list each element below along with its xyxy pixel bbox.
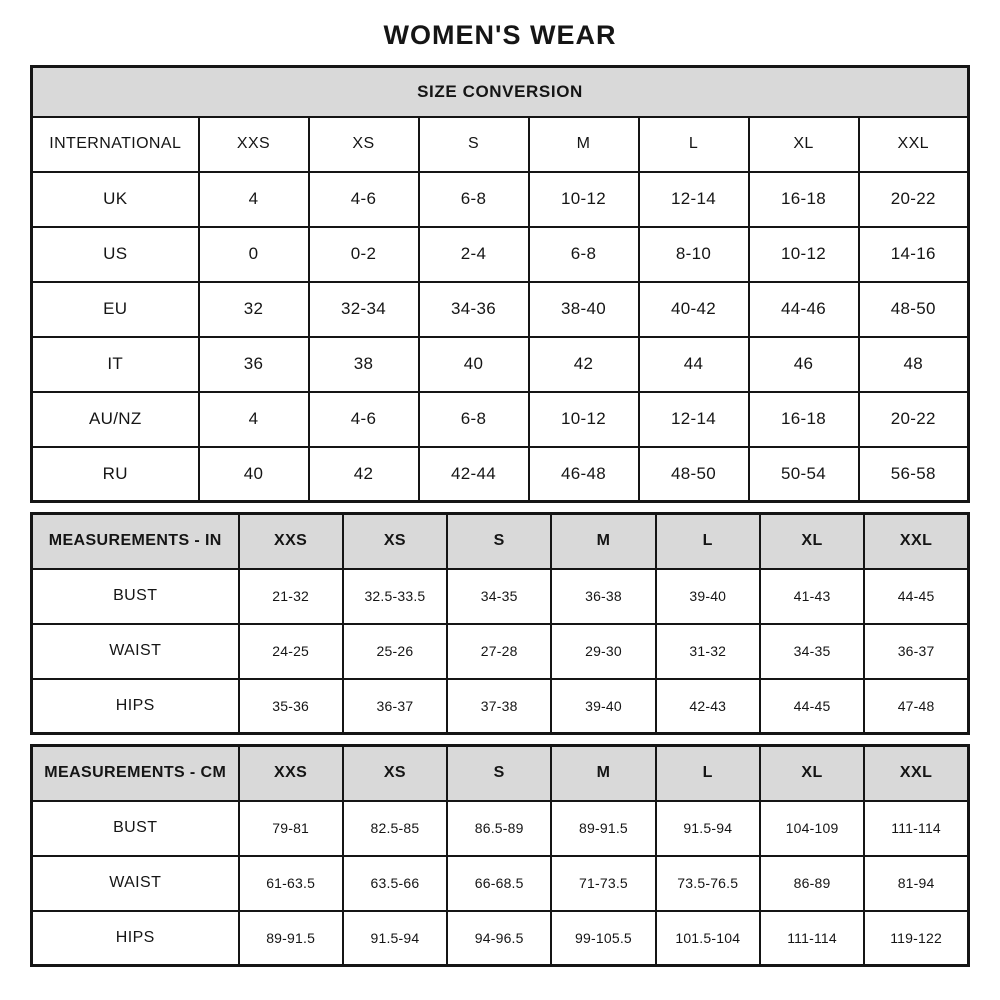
table-cell: 42 xyxy=(529,337,639,392)
column-header-xxl: XXL xyxy=(859,117,969,172)
table-cell: 24-25 xyxy=(239,624,343,679)
measurements-cm-title: MEASUREMENTS - CM xyxy=(32,746,239,801)
table-cell: 44-45 xyxy=(864,569,968,624)
table-cell: 37-38 xyxy=(447,679,551,734)
table-cell: 32.5-33.5 xyxy=(343,569,447,624)
table-cell: 35-36 xyxy=(239,679,343,734)
table-cell: 56-58 xyxy=(859,447,969,502)
table-cell: 20-22 xyxy=(859,172,969,227)
table-cell: 86-89 xyxy=(760,856,864,911)
page-title: WOMEN'S WEAR xyxy=(383,20,617,50)
table-row-bust-cm xyxy=(32,801,969,856)
table-cell: 6-8 xyxy=(419,172,529,227)
table-row-bust-in xyxy=(32,569,969,624)
column-header-l: L xyxy=(656,746,760,801)
table-row-uk xyxy=(32,172,969,227)
table-cell: 36-38 xyxy=(551,569,655,624)
row-label: UK xyxy=(32,172,199,227)
measurements-in-table xyxy=(30,512,970,735)
table-cell: 48-50 xyxy=(859,282,969,337)
column-header-xxs: XXS xyxy=(239,514,343,569)
table-cell: 101.5-104 xyxy=(656,911,760,966)
table-cell: 12-14 xyxy=(639,392,749,447)
table-row-ru xyxy=(32,447,969,502)
column-header-l: L xyxy=(639,117,749,172)
table-cell: 36 xyxy=(199,337,309,392)
table-cell: 79-81 xyxy=(239,801,343,856)
column-header-xxl: XXL xyxy=(864,746,968,801)
table-cell: 34-36 xyxy=(419,282,529,337)
table-cell: 34-35 xyxy=(447,569,551,624)
table-cell: 42-43 xyxy=(656,679,760,734)
table-cell: 12-14 xyxy=(639,172,749,227)
table-cell: 32 xyxy=(199,282,309,337)
table-cell: 4 xyxy=(199,172,309,227)
column-header-xxs: XXS xyxy=(239,746,343,801)
table-cell: 4 xyxy=(199,392,309,447)
table-row-it xyxy=(32,337,969,392)
table-cell: 2-4 xyxy=(419,227,529,282)
column-header-xl: XL xyxy=(760,746,864,801)
table-row-aunz xyxy=(32,392,969,447)
table-cell: 91.5-94 xyxy=(656,801,760,856)
table-cell: 104-109 xyxy=(760,801,864,856)
table-cell: 25-26 xyxy=(343,624,447,679)
table-cell: 89-91.5 xyxy=(551,801,655,856)
table-cell: 34-35 xyxy=(760,624,864,679)
table-cell: 0 xyxy=(199,227,309,282)
column-header-m: M xyxy=(551,746,655,801)
table-cell: 48-50 xyxy=(639,447,749,502)
table-cell: 10-12 xyxy=(529,172,639,227)
table-cell: 10-12 xyxy=(529,392,639,447)
table-cell: 36-37 xyxy=(864,624,968,679)
table-cell: 86.5-89 xyxy=(447,801,551,856)
table-row-us xyxy=(32,227,969,282)
column-header-xl: XL xyxy=(760,514,864,569)
row-label: AU/NZ xyxy=(32,392,199,447)
row-label: HIPS xyxy=(32,679,239,734)
size-conversion-title: SIZE CONVERSION xyxy=(32,67,969,117)
row-label: WAIST xyxy=(32,856,239,911)
row-label: US xyxy=(32,227,199,282)
table-cell: 40 xyxy=(199,447,309,502)
table-cell: 81-94 xyxy=(864,856,968,911)
table-cell: 50-54 xyxy=(749,447,859,502)
row-label: EU xyxy=(32,282,199,337)
table-cell: 10-12 xyxy=(749,227,859,282)
table-cell: 4-6 xyxy=(309,392,419,447)
column-header-xs: XS xyxy=(309,117,419,172)
table-cell: 44 xyxy=(639,337,749,392)
column-header-s: S xyxy=(447,514,551,569)
table-cell: 41-43 xyxy=(760,569,864,624)
table-cell: 46 xyxy=(749,337,859,392)
table-cell: 31-32 xyxy=(656,624,760,679)
column-header-m: M xyxy=(551,514,655,569)
table-header-row xyxy=(32,117,969,172)
column-header-l: L xyxy=(656,514,760,569)
table-cell: 20-22 xyxy=(859,392,969,447)
row-label: WAIST xyxy=(32,624,239,679)
table-cell: 36-37 xyxy=(343,679,447,734)
table-cell: 94-96.5 xyxy=(447,911,551,966)
row-label: RU xyxy=(32,447,199,502)
table-cell: 99-105.5 xyxy=(551,911,655,966)
column-header-xxl: XXL xyxy=(864,514,968,569)
table-cell: 39-40 xyxy=(551,679,655,734)
table-cell: 40-42 xyxy=(639,282,749,337)
table-cell: 8-10 xyxy=(639,227,749,282)
table-cell: 6-8 xyxy=(529,227,639,282)
table-cell: 61-63.5 xyxy=(239,856,343,911)
table-cell: 82.5-85 xyxy=(343,801,447,856)
table-cell: 44-45 xyxy=(760,679,864,734)
table-cell: 73.5-76.5 xyxy=(656,856,760,911)
table-cell: 71-73.5 xyxy=(551,856,655,911)
table-cell: 6-8 xyxy=(419,392,529,447)
table-cell: 39-40 xyxy=(656,569,760,624)
table-cell: 66-68.5 xyxy=(447,856,551,911)
table-cell: 32-34 xyxy=(309,282,419,337)
table-row-hips-cm xyxy=(32,911,969,966)
table-cell: 40 xyxy=(419,337,529,392)
row-label: BUST xyxy=(32,801,239,856)
table-header-row xyxy=(32,746,969,801)
table-cell: 46-48 xyxy=(529,447,639,502)
table-cell: 48 xyxy=(859,337,969,392)
measurements-in-title: MEASUREMENTS - IN xyxy=(32,514,239,569)
table-cell: 29-30 xyxy=(551,624,655,679)
table-cell: 38 xyxy=(309,337,419,392)
measurements-cm-table xyxy=(30,744,970,967)
table-header-row xyxy=(32,514,969,569)
row-label: IT xyxy=(32,337,199,392)
table-cell: 4-6 xyxy=(309,172,419,227)
table-cell: 91.5-94 xyxy=(343,911,447,966)
column-header-s: S xyxy=(447,746,551,801)
table-row-hips-in xyxy=(32,679,969,734)
row-label: BUST xyxy=(32,569,239,624)
table-cell: 0-2 xyxy=(309,227,419,282)
table-cell: 16-18 xyxy=(749,392,859,447)
size-conversion-table xyxy=(30,65,970,503)
table-row-eu xyxy=(32,282,969,337)
table-cell: 27-28 xyxy=(447,624,551,679)
table-cell: 42-44 xyxy=(419,447,529,502)
row-label: HIPS xyxy=(32,911,239,966)
column-header-s: S xyxy=(419,117,529,172)
column-header-m: M xyxy=(529,117,639,172)
table-row-waist-cm xyxy=(32,856,969,911)
column-header-xl: XL xyxy=(749,117,859,172)
table-cell: 42 xyxy=(309,447,419,502)
table-cell: 21-32 xyxy=(239,569,343,624)
table-cell: 111-114 xyxy=(760,911,864,966)
table-cell: 16-18 xyxy=(749,172,859,227)
table-cell: 63.5-66 xyxy=(343,856,447,911)
table-cell: 14-16 xyxy=(859,227,969,282)
table-cell: 38-40 xyxy=(529,282,639,337)
table-cell: 119-122 xyxy=(864,911,968,966)
column-header-xs: XS xyxy=(343,746,447,801)
table-cell: 47-48 xyxy=(864,679,968,734)
table-cell: 44-46 xyxy=(749,282,859,337)
table-row-waist-in xyxy=(32,624,969,679)
column-header-xs: XS xyxy=(343,514,447,569)
column-header-international: INTERNATIONAL xyxy=(32,117,199,172)
table-cell: 89-91.5 xyxy=(239,911,343,966)
column-header-xxs: XXS xyxy=(199,117,309,172)
table-caption-row xyxy=(32,67,969,117)
table-cell: 111-114 xyxy=(864,801,968,856)
